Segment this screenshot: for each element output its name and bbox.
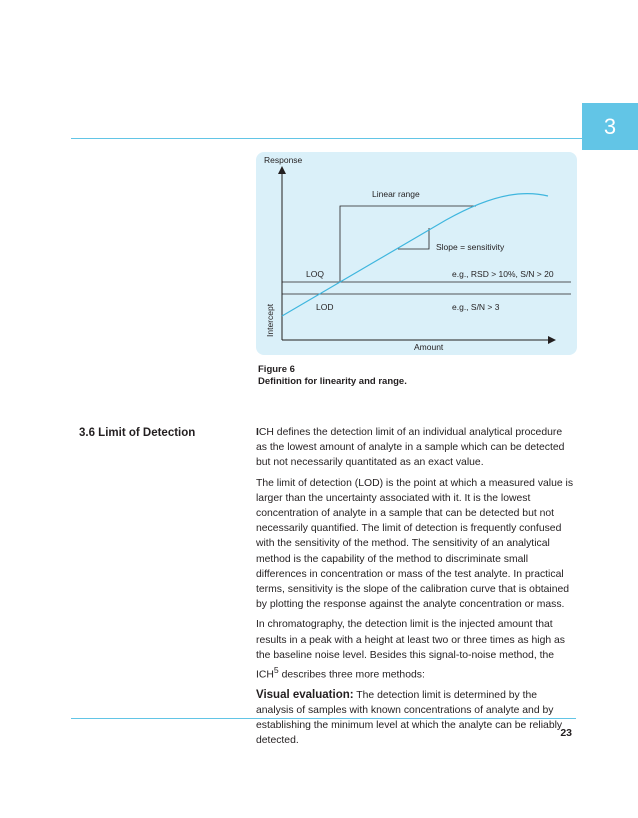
section-heading: 3.6 Limit of Detection	[79, 427, 196, 439]
figure-caption-text: Definition for linearity and range.	[258, 376, 407, 387]
chapter-number: 3	[603, 114, 617, 139]
page-number: 23	[560, 727, 572, 739]
lod-criteria: e.g., S/N > 3	[452, 302, 500, 312]
paragraph-3-tail: describes three more methods:	[278, 669, 425, 681]
drop-cap: I	[256, 427, 259, 438]
paragraph-1-text: CH defines the detection limit of an individual analytical procedure as the lowest amount of analyte in a sample which can be detected but not necessarily quantitated as an exact value.	[256, 427, 565, 469]
loq-label: LOQ	[306, 269, 324, 279]
paragraph-2: The limit of detection (LOD) is the point at which a measured value is larger than the uncertainty associated with it. It is the lowest concentration of analyte in a sample that can be detected but not necessarily quantified. The limit of detection is frequently confused with the sensitivity of the method. The sensitivity of an analytical method is the capability of the method to discriminate small differences in concentration or mass of the test analyte. In practical terms, sensitivity is the slope of the calibration curve that is obtained by plotting the response against the analyte concentration or mass.	[256, 477, 574, 611]
figure-caption	[258, 364, 407, 388]
figure-linearity-range	[256, 152, 577, 355]
x-axis-label: Amount	[414, 342, 444, 352]
intercept-label: Intercept	[265, 303, 275, 337]
paragraph-3-text: In chromatography, the detection limit is the injected amount that results in a peak with a height at least two or three times as high as the baseline noise level. Besides this signal-to-noise method, the ICH	[256, 619, 565, 681]
visual-evaluation-lead: Visual evaluation:	[256, 688, 354, 701]
loq-criteria: e.g., RSD > 10%, S/N > 20	[452, 269, 554, 279]
reference-superscript: 5	[273, 665, 279, 676]
footer-rule	[71, 718, 576, 719]
y-axis-label: Response	[264, 155, 303, 165]
paragraph-4-text: The detection limit is determined by the analysis of samples with known concentrations of analyte and by establishing the minimum level at which the analyte can be reliably detected.	[256, 689, 563, 747]
lod-label: LOD	[316, 302, 334, 312]
calibration-curve	[282, 194, 548, 316]
figure-number: Figure 6	[258, 364, 295, 375]
paragraph-3	[256, 617, 574, 682]
figure-diagram	[256, 152, 577, 355]
chapter-tab	[582, 103, 638, 150]
paragraph-1	[256, 425, 574, 471]
slope-label: Slope = sensitivity	[436, 242, 505, 252]
header-rule	[71, 138, 582, 139]
linear-range-label: Linear range	[372, 189, 420, 199]
section-body	[256, 425, 574, 754]
